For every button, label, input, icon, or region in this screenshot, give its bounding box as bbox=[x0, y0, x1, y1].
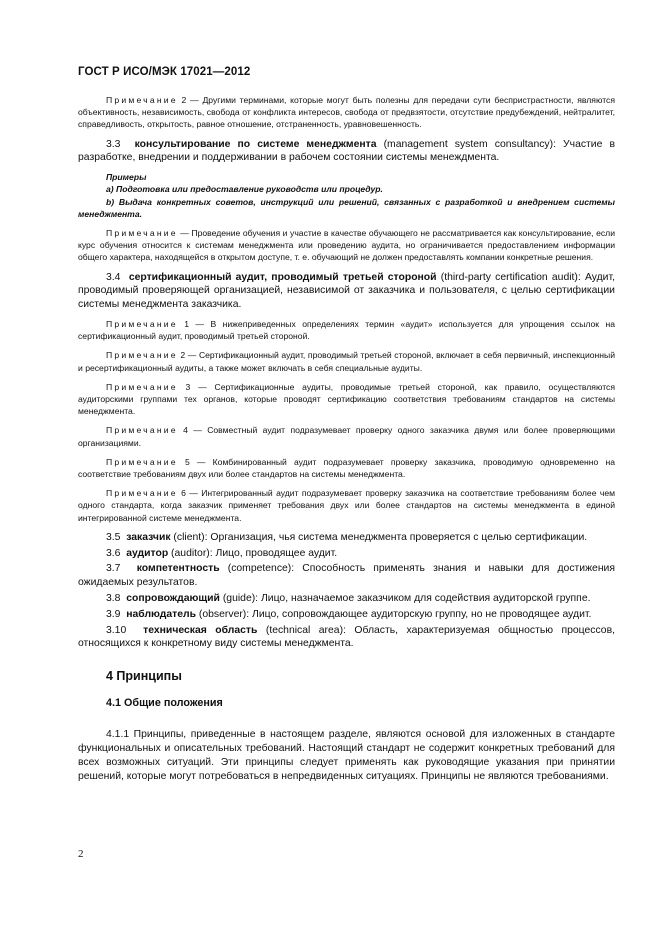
term-3-8: 3.8 сопровождающий (guide): Лицо, назначаемое заказчиком для содействия аудиторской группе. bbox=[106, 593, 591, 605]
section-heading: 4 Принципы bbox=[106, 669, 182, 684]
term-title: сопровождающий bbox=[126, 593, 220, 605]
term-3-10: 3.10 техническая область (technical area): Область, характеризуемая общностью процессов, относящихся к конкретному виду системы менеджмента. bbox=[78, 624, 615, 650]
term-title: аудитор bbox=[126, 547, 169, 559]
term-3-5: 3.5 заказчик (client): Организация, чья система менеджмента проверяется с целью сертификации. bbox=[106, 531, 588, 543]
term-3-6: 3.6 аудитор (auditor): Лицо, проводящее аудит. bbox=[106, 547, 338, 559]
note-label: Примечание bbox=[106, 488, 178, 499]
example-a: а) Подготовка или предоставление руководств или процедур. bbox=[106, 184, 383, 195]
term-title: наблюдатель bbox=[126, 608, 197, 620]
note-label: Примечание bbox=[106, 350, 178, 361]
term-3-3: 3.3 консультирование по системе менеджмента (management system consultancy): Участие в разработке, внедрении и поддерживании в рабочем состоянии системы менеждмента. bbox=[78, 138, 615, 164]
term-title: заказчик bbox=[126, 531, 171, 543]
note-impartiality: Примечание 2 — Другими терминами, которые могут быть полезны для передачи сути беспристрастности, являются объективность, независимость, свобода от конфликта интересов, свобода от предвзятости, отсутствие предубеждений, нейтралитет, справедливость, открытость, равное отношение, отстраненность, уравновешенность. bbox=[78, 95, 615, 130]
note-label: Примечание bbox=[106, 381, 178, 392]
examples-block bbox=[78, 171, 615, 220]
paragraph-4-1-1: 4.1.1 Принципы, приведенные в настоящем разделе, являются основой для изложенных в стандарте функциональных и описательных требований. Настоящий стандарт не содержит конкретных требований для всех возможных ситуаций. Эти принципы следует применять как руководящие указания при принятии решений, которые могут потребоваться в непредвиденных ситуациях. Принципы не являются требованиями. bbox=[78, 729, 615, 782]
note-3-4-4: Примечание 4 — Совместный аудит подразумевает проверку одного заказчика двумя или более проверяющими организациями. bbox=[78, 425, 615, 448]
subsection-heading: 4.1 Общие положения bbox=[106, 697, 223, 710]
note-label: Примечание bbox=[106, 95, 178, 105]
term-3-7: 3.7 компетентность (competence): Способность применять знания и навыки для достижения ожидаемых результатов. bbox=[78, 563, 615, 589]
note-label: Примечание bbox=[106, 425, 178, 436]
note-3-3: Примечание — Проведение обучения и участие в качестве обучающего не рассматривается как консультирование, если курс обучения относится к системам менеджмента или проведению аудита, но ограничивается предоставлением информации общего характера, находящейся в открытом доступе, т. е. обучающий не должен предоставлять компании конкретные решения. bbox=[78, 228, 615, 263]
term-title: консультирование по системе менеджмента bbox=[134, 138, 377, 150]
term-3-9: 3.9 наблюдатель (observer): Лицо, сопровождающее аудиторскую группу, но не проводящее аудит. bbox=[106, 608, 592, 620]
term-title: техническая область bbox=[143, 624, 258, 636]
note-3-4-6: Примечание 6 — Интегрированный аудит подразумевает проверку заказчика на соответствие требованиям более чем одного стандарта, когда заказчик применяет требования двух или более стандартов на системы менеджмента в единой интегрированной системе менеджмента. bbox=[78, 488, 616, 523]
term-title: сертификационный аудит, проводимый третьей стороной bbox=[128, 271, 437, 283]
note-3-4-2: Примечание 2 — Сертификационный аудит, проводимый третьей стороной, включает в себя первичный, инспекционный и ресертификационный аудиты, а также может включать в себя специальные аудиты. bbox=[78, 350, 615, 373]
term-title: компетентность bbox=[136, 563, 220, 575]
note-label: Примечание bbox=[106, 228, 178, 239]
example-b: b) Выдача конкретных советов, инструкций или решений, связанных с разработкой и внедрением системы менеджмента. bbox=[78, 196, 615, 219]
note-3-4-5: Примечание 5 — Комбинированный аудит подразумевает проверку заказчика, проводимую одновременно на соответствие требованиям двух или более стандартов на системы менеджмента. bbox=[78, 456, 615, 480]
term-3-4: 3.4 сертификационный аудит, проводимый третьей стороной (third-party certification audit): Аудит, проводимый проверяющей организацией, независимой от заказчика и пользователя, с целью сертификации системы менеджмента заказчика. bbox=[78, 271, 615, 311]
note-label: Примечание bbox=[106, 319, 178, 330]
page-content bbox=[78, 94, 615, 783]
document-header: ГОСТ Р ИСО/МЭК 17021—2012 bbox=[78, 66, 251, 78]
examples-title: Примеры bbox=[106, 172, 147, 183]
note-label: Примечание bbox=[106, 456, 178, 467]
page-number: 2 bbox=[78, 848, 84, 860]
note-3-4-1: Примечание 1 — В нижеприведенных определениях термин «аудит» используется для упрощения ссылок на сертификационный аудит, проводимый третьей стороной. bbox=[78, 319, 615, 342]
note-3-4-3: Примечание 3 — Сертификационные аудиты, проводимые третьей стороной, как правило, осуществляются аудиторскими группами тех органов, которые проводят сертификацию соответствия требованиям стандартов на системы менеджмента. bbox=[78, 381, 615, 417]
